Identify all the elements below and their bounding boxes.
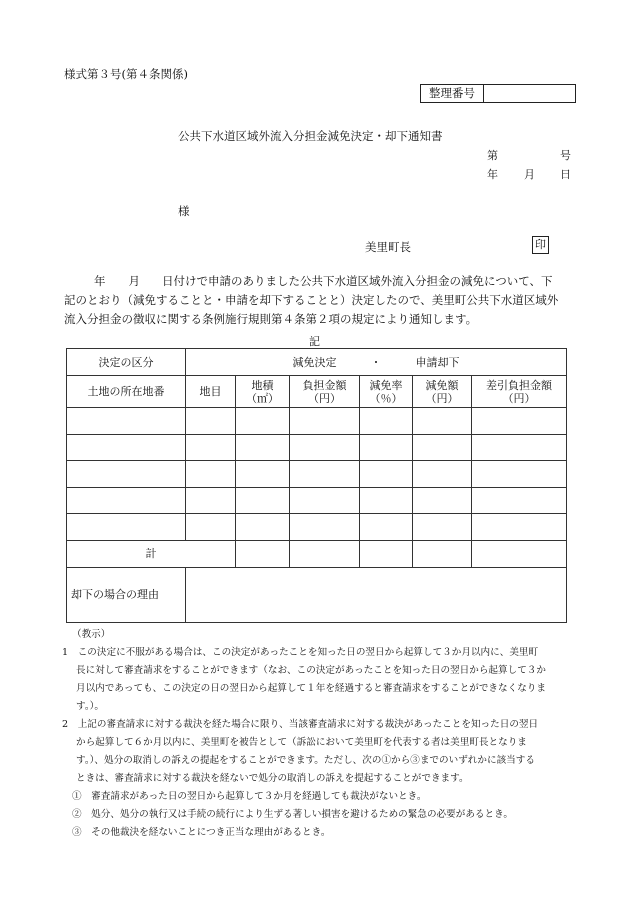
table-cell[interactable] <box>186 487 236 514</box>
body-year: 年 <box>94 274 106 288</box>
header-reduction-unit: （円） <box>425 391 459 405</box>
total-row <box>67 540 567 567</box>
header-net <box>472 376 567 408</box>
body-line-1 <box>64 272 582 291</box>
table-cell[interactable] <box>472 408 567 435</box>
rejection-reason-label: 却下の場合の理由 <box>67 567 186 622</box>
addressee-suffix: 様 <box>178 204 190 218</box>
body-line-1-text: 日付けで申請のありました公共下水道区域外流入分担金の減免について、下 <box>162 274 553 288</box>
header-burden-label: 負担金額 <box>302 378 347 392</box>
table-cell[interactable] <box>413 514 472 541</box>
note-condition-2: ② 処分、処分の執行又は手続の続行により生ずる著しい損害を避けるための緊急の必要があるとき。 <box>72 809 513 820</box>
header-burden <box>290 376 360 408</box>
total-net[interactable] <box>472 540 567 567</box>
body-line-2: 記のとおり（減免することと・申請を却下することと）決定したので、美里町公共下水道区域外 <box>64 293 559 307</box>
note-2-line-2: から起算して６か月以内に、美里町を被告として（訴訟において美里町を代表する者は美里町長となりま <box>76 737 527 748</box>
total-area[interactable] <box>236 540 290 567</box>
table-cell[interactable] <box>67 514 186 541</box>
table-cell[interactable] <box>236 514 290 541</box>
header-net-unit: （円） <box>502 391 536 405</box>
table-cell[interactable] <box>360 408 413 435</box>
decision-separator: ・ <box>370 355 382 369</box>
note-2-line-1: 2 上記の審査請求に対する裁決を経た場合に限り、当該審査請求に対する裁決があったことを知った日の翌日 <box>62 719 539 730</box>
table-cell[interactable] <box>472 461 567 488</box>
table-cell[interactable] <box>413 408 472 435</box>
total-label: 計 <box>67 540 236 567</box>
body-line-3: 流入分担金の徴収に関する条例施行規則第４条第２項の規定により通知します。 <box>64 312 478 326</box>
notice-body <box>64 272 582 329</box>
table-cell[interactable] <box>67 487 186 514</box>
document-title: 公共下水道区域外流入分担金減免決定・却下通知書 <box>178 129 443 143</box>
date-month: 月 <box>524 168 535 181</box>
ki-marker: 記 <box>309 335 320 348</box>
table-cell[interactable] <box>186 514 236 541</box>
reference-number-box <box>420 84 576 103</box>
table-row <box>67 514 567 541</box>
table-cell[interactable] <box>472 487 567 514</box>
header-rate <box>360 376 413 408</box>
header-rate-label: 減免率 <box>369 378 403 392</box>
table-cell[interactable] <box>290 514 360 541</box>
reduction-detail-table <box>66 348 567 623</box>
note-condition-3: ③ その他裁決を経ないことにつき正当な理由があるとき。 <box>72 827 331 838</box>
header-location: 土地の所在地番 <box>67 376 186 408</box>
table-cell[interactable] <box>67 434 186 461</box>
header-reduction <box>413 376 472 408</box>
reference-number-label: 整理番号 <box>421 85 484 102</box>
form-number: 様式第３号(第４条関係) <box>64 67 188 81</box>
table-cell[interactable] <box>236 461 290 488</box>
instruction-notes <box>62 626 582 842</box>
table-cell[interactable] <box>413 434 472 461</box>
note-2-line-3: す。）、処分の取消しの訴えの提起をすることができます。ただし、次の①から③までのいずれかに該当する <box>76 755 535 766</box>
table-cell[interactable] <box>360 514 413 541</box>
table-cell[interactable] <box>290 434 360 461</box>
note-1-line-4: す。）。 <box>76 701 105 712</box>
header-net-label: 差引負担金額 <box>486 378 552 392</box>
decision-options <box>186 349 567 376</box>
note-1-line-2: 長に対して審査請求をすることができます（なお、この決定があったことを知った日の翌日から起算して３か <box>76 665 546 676</box>
table-row <box>67 487 567 514</box>
note-condition-1: ① 審査請求があった日の翌日から起算して３か月を経過しても裁決がないとき。 <box>72 791 427 802</box>
table-cell[interactable] <box>67 408 186 435</box>
table-cell[interactable] <box>360 461 413 488</box>
header-row <box>67 376 567 408</box>
header-area-label: 地積 <box>251 378 274 392</box>
date-year: 年 <box>487 168 498 181</box>
table-cell[interactable] <box>472 434 567 461</box>
header-area-unit: （㎡） <box>246 391 279 405</box>
decision-option-reduction[interactable]: 減免決定 <box>292 355 337 369</box>
table-cell[interactable] <box>290 487 360 514</box>
seal-mark: 印 <box>532 236 549 254</box>
notes-heading: （教示） <box>72 629 111 640</box>
table-cell[interactable] <box>67 461 186 488</box>
number-suffix: 号 <box>560 149 571 162</box>
decision-option-rejection[interactable]: 申請却下 <box>415 355 460 369</box>
rejection-reason-row <box>67 567 567 622</box>
total-reduction[interactable] <box>413 540 472 567</box>
total-burden[interactable] <box>290 540 360 567</box>
rejection-reason-field[interactable] <box>186 567 567 622</box>
issuer-name: 美里町長 <box>365 240 411 254</box>
table-cell[interactable] <box>290 461 360 488</box>
table-cell[interactable] <box>360 487 413 514</box>
table-cell[interactable] <box>236 487 290 514</box>
table-cell[interactable] <box>186 434 236 461</box>
date-day: 日 <box>560 168 571 181</box>
table-row <box>67 434 567 461</box>
table-cell[interactable] <box>236 434 290 461</box>
table-cell[interactable] <box>413 487 472 514</box>
header-rate-unit: （％） <box>369 391 403 405</box>
number-prefix: 第 <box>487 149 498 162</box>
header-land-category: 地目 <box>186 376 236 408</box>
table-cell[interactable] <box>186 461 236 488</box>
note-2-line-4: ときは、審査請求に対する裁決を経ないで処分の取消しの訴えを提起することができます。 <box>76 773 469 784</box>
table-cell[interactable] <box>290 408 360 435</box>
table-row <box>67 408 567 435</box>
header-burden-unit: （円） <box>308 391 341 405</box>
note-1-line-3: 月以内であっても、この決定の日の翌日から起算して１年を経過すると審査請求をすることができなくなりま <box>76 683 546 694</box>
table-cell[interactable] <box>186 408 236 435</box>
decision-label: 決定の区分 <box>67 349 186 376</box>
header-area <box>236 376 290 408</box>
table-cell[interactable] <box>413 461 472 488</box>
decision-row <box>67 349 567 376</box>
table-cell[interactable] <box>236 408 290 435</box>
header-reduction-label: 減免額 <box>425 378 459 392</box>
total-rate[interactable] <box>360 540 413 567</box>
body-month: 月 <box>128 274 140 288</box>
table-cell[interactable] <box>472 514 567 541</box>
note-1-line-1: 1 この決定に不服がある場合は、この決定があったことを知った日の翌日から起算して３か月以内に、美里町 <box>62 647 539 658</box>
table-cell[interactable] <box>360 434 413 461</box>
table-row <box>67 461 567 488</box>
reference-number-field[interactable] <box>484 85 575 102</box>
